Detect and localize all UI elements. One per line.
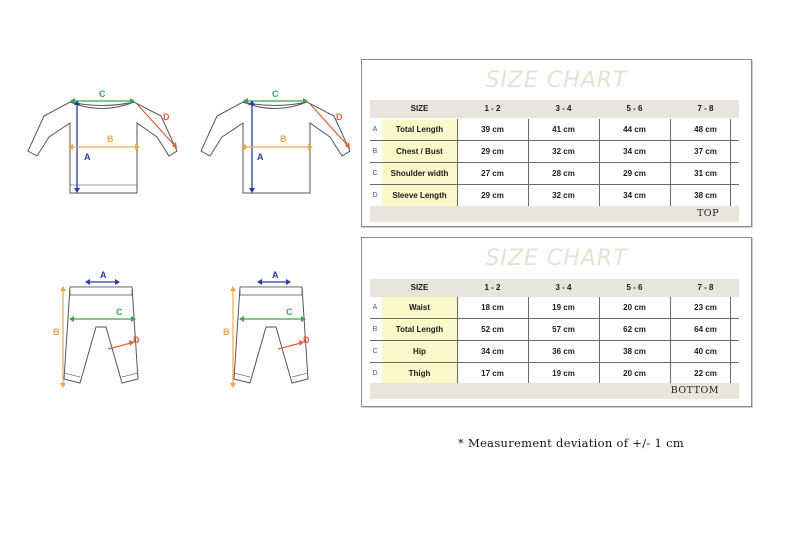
value-cell: 32 cm: [552, 147, 575, 156]
row-name: Total Length: [382, 319, 457, 340]
header-size-7-8: 7 - 8: [697, 104, 714, 113]
value-cell: 29 cm: [481, 191, 504, 200]
chart-footer: [370, 383, 739, 399]
value-cell: 20 cm: [623, 303, 646, 312]
header-size: SIZE: [410, 283, 429, 292]
row-name: Thigh: [382, 363, 457, 384]
value-cell: 29 cm: [481, 147, 504, 156]
value-cell: 20 cm: [623, 369, 646, 378]
table-row: [370, 141, 739, 163]
label-c: C: [116, 307, 123, 317]
footer-label: BOTTOM: [670, 385, 719, 396]
value-cell: 48 cm: [694, 125, 717, 134]
value-cell: 38 cm: [694, 191, 717, 200]
header-size-1-2: 1 - 2: [484, 283, 501, 292]
header-size-5-6: 5 - 6: [626, 104, 643, 113]
value-cell: 36 cm: [552, 347, 575, 356]
value-cell: 62 cm: [623, 325, 646, 334]
row-letter: D: [372, 192, 378, 199]
label-b: B: [223, 327, 230, 337]
value-cell: 57 cm: [552, 325, 575, 334]
value-cell: 23 cm: [694, 303, 717, 312]
label-a: A: [100, 270, 107, 280]
value-cell: 39 cm: [481, 125, 504, 134]
value-cell: 34 cm: [481, 347, 504, 356]
row-letter: C: [372, 170, 378, 177]
row-letter: A: [372, 126, 378, 133]
header-size-5-6: 5 - 6: [626, 283, 643, 292]
table-row: [370, 319, 739, 341]
value-cell: 22 cm: [694, 369, 717, 378]
value-cell: 40 cm: [694, 347, 717, 356]
row-letter: D: [372, 370, 378, 377]
chart-footer: [370, 206, 739, 222]
label-b: B: [280, 134, 287, 144]
value-cell: 34 cm: [623, 147, 646, 156]
value-cell: 29 cm: [623, 169, 646, 178]
value-cell: 64 cm: [694, 325, 717, 334]
row-name: Shoulder width: [382, 163, 457, 184]
table-row: [370, 163, 739, 185]
label-a: A: [84, 152, 91, 162]
footer-label: TOP: [696, 208, 719, 219]
label-d: D: [133, 335, 140, 345]
row-name: Hip: [382, 341, 457, 362]
sweatshirt-diagram-back: [188, 85, 363, 200]
size-chart-top: [361, 59, 752, 227]
table-row: [370, 341, 739, 363]
label-b: B: [53, 327, 60, 337]
row-letter: B: [372, 326, 378, 333]
chart-title: SIZE CHART: [485, 68, 628, 93]
label-d: D: [163, 112, 170, 122]
value-cell: 27 cm: [481, 169, 504, 178]
value-cell: 38 cm: [623, 347, 646, 356]
pants-diagram-front: [30, 265, 155, 395]
value-cell: 28 cm: [552, 169, 575, 178]
value-cell: 52 cm: [481, 325, 504, 334]
table-row: [370, 297, 739, 319]
label-c: C: [272, 89, 279, 99]
label-c: C: [286, 307, 293, 317]
row-name: Chest / Bust: [382, 141, 457, 162]
header-size-3-4: 3 - 4: [555, 104, 572, 113]
value-cell: 44 cm: [623, 125, 646, 134]
label-a: A: [272, 270, 279, 280]
header-size-7-8: 7 - 8: [697, 283, 714, 292]
table-row: [370, 185, 739, 207]
value-cell: 34 cm: [623, 191, 646, 200]
value-cell: 31 cm: [694, 169, 717, 178]
row-letter: B: [372, 148, 378, 155]
size-chart-bottom: [361, 237, 752, 407]
table-row: [370, 119, 739, 141]
label-d: D: [336, 112, 343, 122]
value-cell: 32 cm: [552, 191, 575, 200]
label-d: D: [303, 335, 310, 345]
label-b: B: [107, 134, 114, 144]
table-row: [370, 363, 739, 385]
row-name: Total Length: [382, 119, 457, 140]
measurement-note: * Measurement deviation of +/- 1 cm: [458, 436, 685, 450]
label-a: A: [257, 152, 264, 162]
value-cell: 19 cm: [552, 303, 575, 312]
sweatshirt-diagram-front: [15, 85, 190, 200]
value-cell: 18 cm: [481, 303, 504, 312]
row-name: Waist: [382, 297, 457, 318]
header-size-1-2: 1 - 2: [484, 104, 501, 113]
value-cell: 19 cm: [552, 369, 575, 378]
value-cell: 17 cm: [481, 369, 504, 378]
row-letter: A: [372, 304, 378, 311]
header-size: SIZE: [410, 104, 429, 113]
row-letter: C: [372, 348, 378, 355]
header-size-3-4: 3 - 4: [555, 283, 572, 292]
label-c: C: [99, 89, 106, 99]
table-header-row: [370, 100, 739, 118]
row-name: Sleeve Length: [382, 185, 457, 206]
value-cell: 37 cm: [694, 147, 717, 156]
value-cell: 41 cm: [552, 125, 575, 134]
chart-title: SIZE CHART: [485, 246, 628, 271]
pants-diagram-back: [200, 265, 325, 395]
table-header-row: [370, 279, 739, 297]
